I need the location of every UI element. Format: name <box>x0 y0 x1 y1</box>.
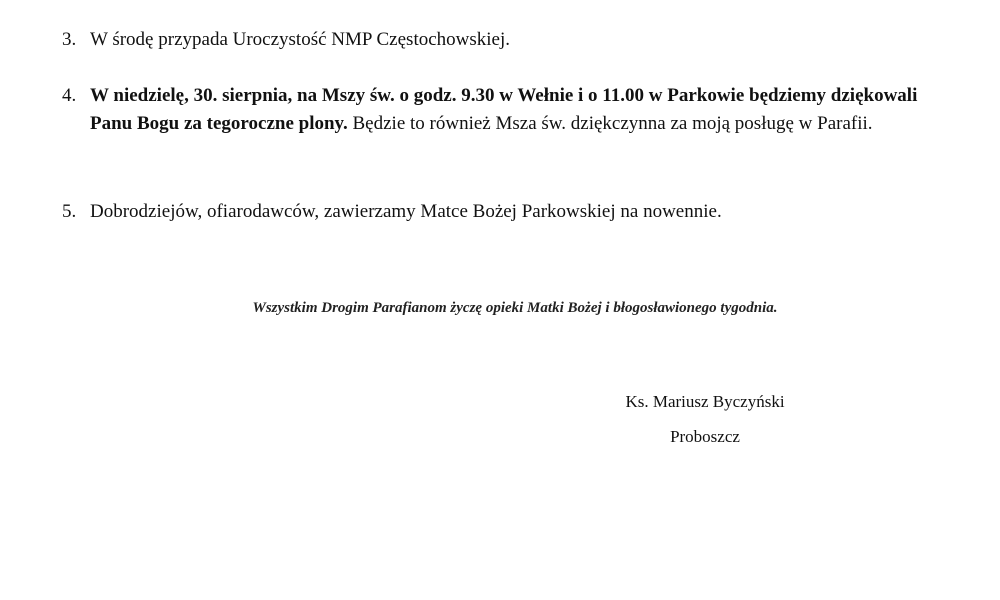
closing-blessing: Wszystkim Drogim Parafianom życzę opieki Matki Bożej i błogosławionego tygodnia. <box>252 300 778 316</box>
item-number: 3. <box>62 29 77 50</box>
item-text: Będzie to również Msza św. dziękczynna za moją posługę w Parafii. <box>347 113 873 134</box>
announcement-item-4 <box>62 82 962 138</box>
signature-name: Ks. Mariusz Byczyński <box>625 392 785 411</box>
item-text: Dobrodziejów, ofiarodawców, zawierzamy Matce Bożej Parkowskiej na nowennie. <box>90 201 722 222</box>
item-number: 5. <box>62 201 77 222</box>
signature-role: Proboszcz <box>670 427 740 446</box>
item-text: W środę przypada Uroczystość NMP Częstochowskiej. <box>90 29 511 50</box>
item-text-container <box>90 82 962 138</box>
item-bold-text: W niedzielę, 30. sierpnia, na Mszy św. o godz. 9.30 w Wełnie i o 11.00 w Parkowie będziemy dziękowali Panu Bogu za tegoroczne plony. <box>90 85 918 134</box>
announcement-item-5 <box>62 198 962 226</box>
item-number: 4. <box>62 85 77 106</box>
announcement-item-3 <box>62 26 962 54</box>
